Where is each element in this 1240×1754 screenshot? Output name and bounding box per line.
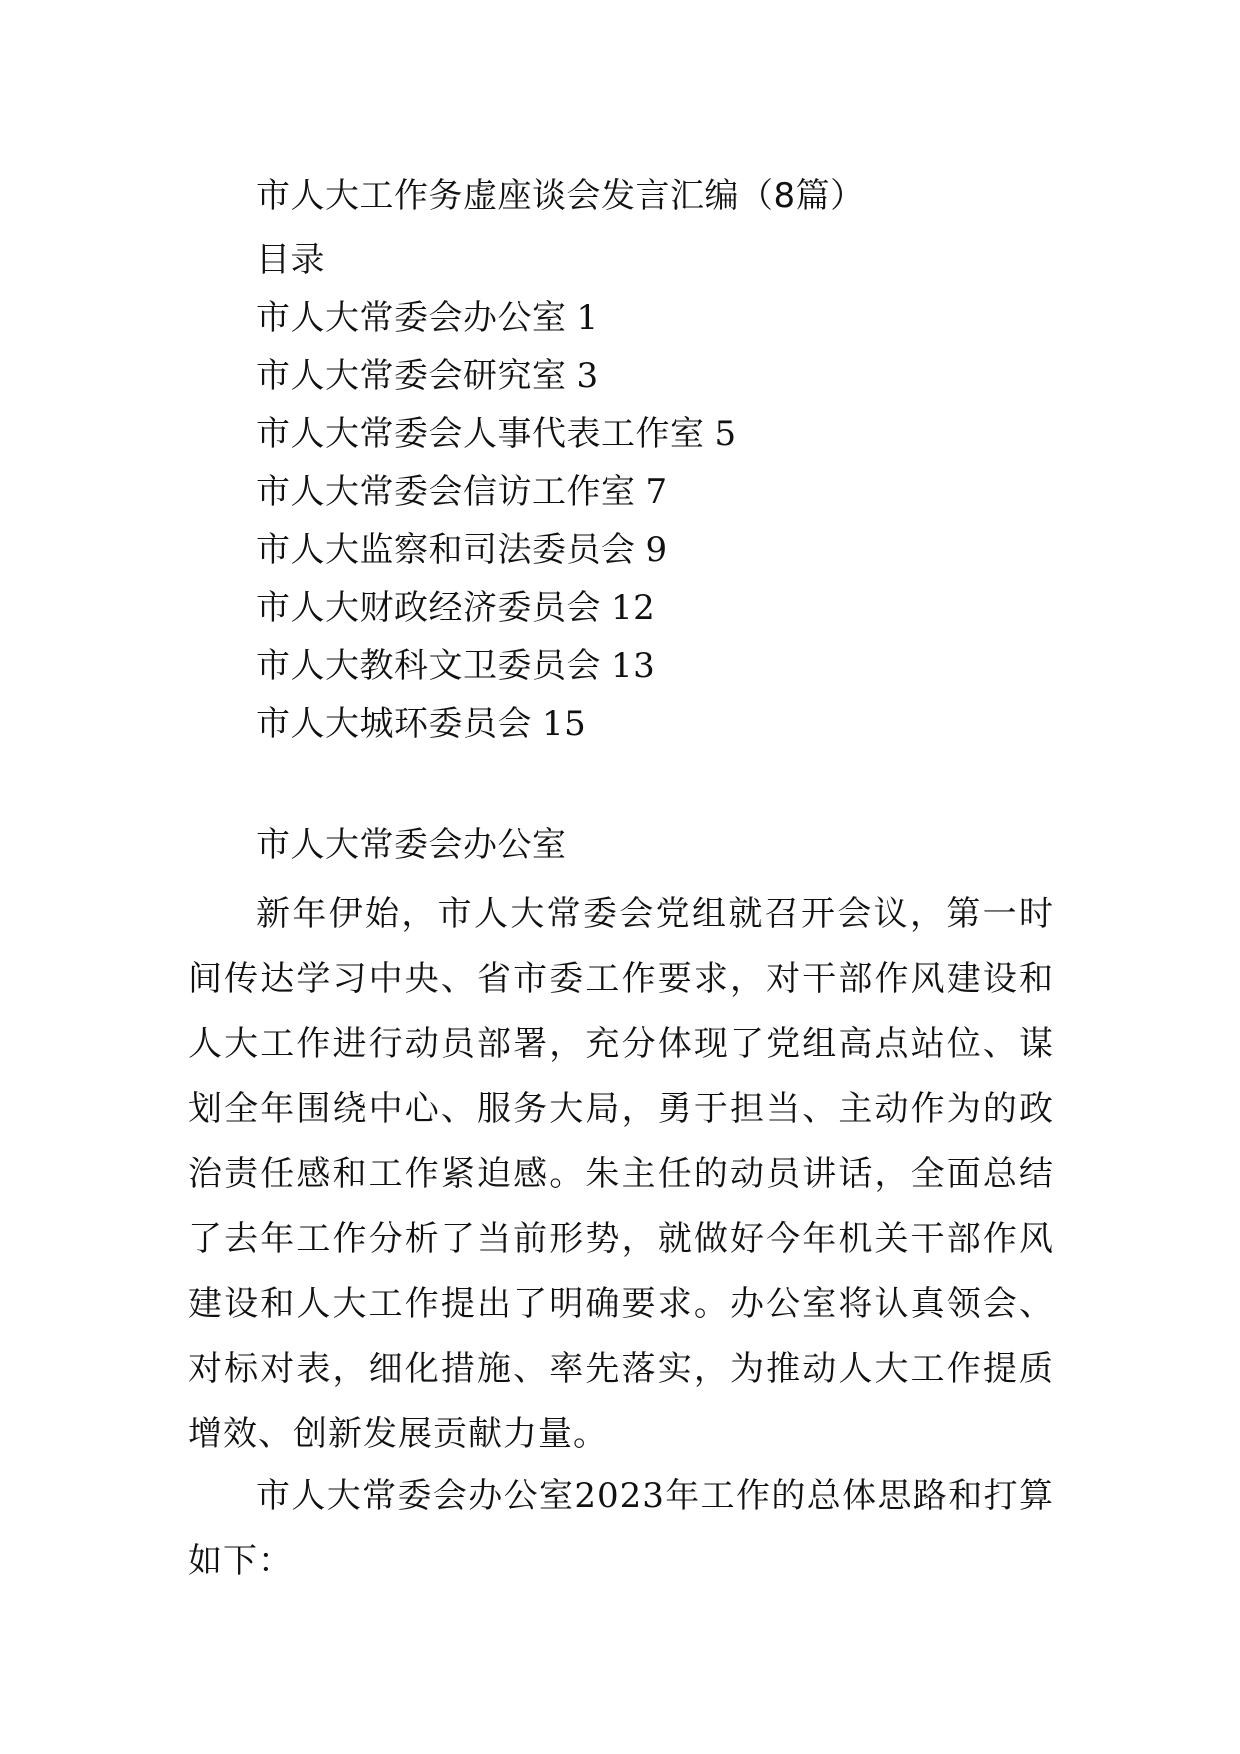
body-paragraph: 新年伊始，市人大常委会党组就召开会议，第一时间传达学习中央、省市委工作要求，对干部作风建设和人大工作进行动员部署，充分体现了党组高点站位、谋划全年围绕中心、服务大局，勇于担当、主动作为的政治责任感和工作紧迫感。朱主任的动员讲话，全面总结了去年工作分析了当前形势，就做好今年机关干部作风建设和人大工作提出了明确要求。办公室将认真领会、对标对表，细化措施、率先落实，为推动人大工作提质增效、创新发展贡献力量。: [188, 894, 1054, 1454]
toc-heading: 目录: [256, 240, 325, 280]
toc-item-text: 市人大常委会人事代表工作室: [256, 414, 705, 454]
toc-item-text: 市人大常委会研究室: [256, 356, 567, 396]
body-paragraph: [188, 1464, 1054, 1594]
toc-item-text: 市人大常委会办公室: [256, 298, 567, 338]
paragraph-text: 年工作的总体思路和打算如下：: [188, 1476, 1055, 1581]
toc-item: [256, 704, 586, 744]
toc-item: [256, 356, 599, 396]
toc-item-text: 市人大城环委员会: [256, 704, 532, 744]
document-title: 市人大工作务虚座谈会发言汇编（8篇）: [256, 176, 865, 216]
toc-item: [256, 588, 655, 628]
toc-item: [256, 530, 668, 570]
toc-item-page: 7: [645, 472, 668, 512]
toc-item-page: 1: [576, 298, 599, 338]
toc-item-page: 3: [576, 356, 599, 396]
toc-item-text: 市人大监察和司法委员会: [256, 530, 636, 570]
toc-item-page: 5: [714, 414, 737, 454]
toc-item: [256, 298, 599, 338]
toc-item: [256, 646, 655, 686]
toc-item: [256, 414, 737, 454]
paragraph-text: 市人大常委会办公室: [256, 1476, 575, 1516]
toc-item-page: 12: [611, 588, 656, 628]
toc-item-text: 市人大常委会信访工作室: [256, 472, 636, 512]
section-heading: 市人大常委会办公室: [256, 825, 567, 865]
toc-item-page: 13: [611, 646, 656, 686]
toc-item-page: 9: [645, 530, 668, 570]
toc-item-page: 15: [542, 704, 587, 744]
paragraph-year: 2023: [574, 1476, 665, 1516]
toc-item: [256, 472, 668, 512]
toc-item-text: 市人大教科文卫委员会: [256, 646, 601, 686]
toc-item-text: 市人大财政经济委员会: [256, 588, 601, 628]
